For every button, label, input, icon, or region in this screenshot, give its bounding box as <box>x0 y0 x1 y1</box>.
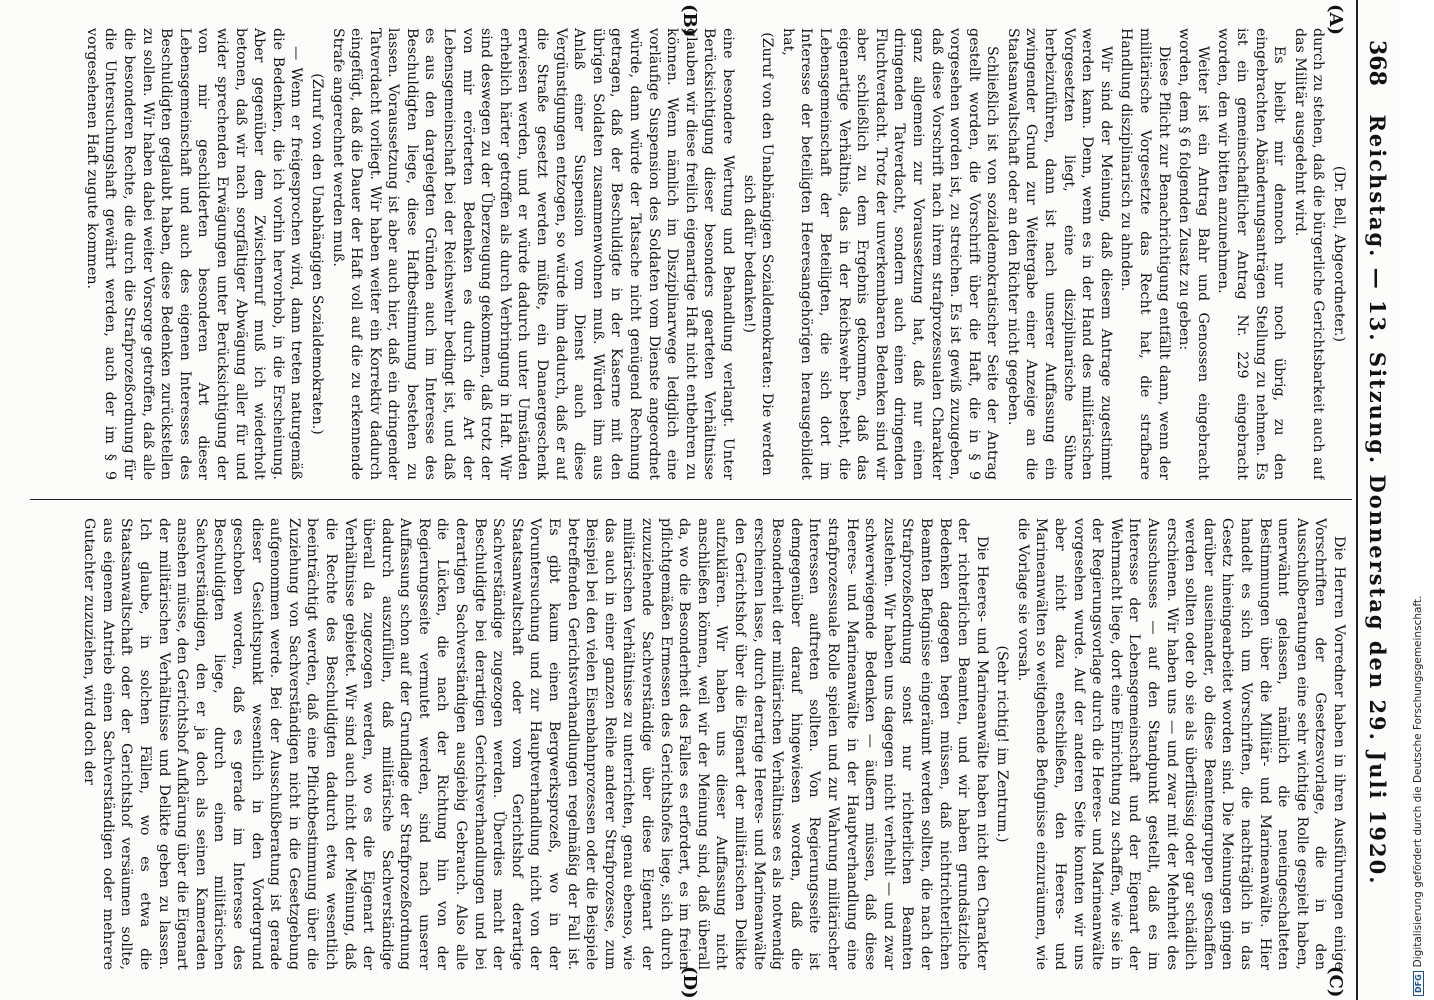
margin-mark-b: (B) <box>679 4 700 37</box>
dfg-logo-icon: DFG <box>1413 971 1424 996</box>
speaker-note: (Dr. Bell, Abgeordneter.) <box>1331 165 1347 343</box>
paragraph: durch zu stehen, daß die bürgerliche Gerichtsbarkeit auch auf das Militär ausgedehnt wird. <box>1291 28 1327 480</box>
paragraph: Wir sind der Meinung, daß diesem Antrage zugestimmt werden kann. Denn, wenn es in der Hand des militärischen Vorgesetzten liegt, eine disziplinarische Sühne herbeizuführen, dann ist nach unserer Auffassung ein zwingender Grund zur Weitergabe einer Anzeige an die Staatsanwaltschaft oder an den Richter nicht gegeben. <box>1004 28 1114 480</box>
column-divider <box>30 499 1352 500</box>
paragraph: Es bleibt mir dennoch nur noch übrig, zu den eingebrachten Abänderungsanträgen Stellung zu nehmen. Es ist ein gemeinschaftlicher Antrag Nr. 229 eingebracht worden, den wir bitten anzunehmen. <box>1215 28 1288 480</box>
margin-mark-d: (D) <box>679 966 700 999</box>
digitization-credit <box>1412 0 1424 996</box>
paragraph: — Wenn er freigesprochen wird, dann treten naturgemäß die Bedenken, die ich vorhin hervorhob, in die Erscheinung. Aber gegenüber dem Zwischenruf muß ich wiederholt betonen, daß wir nach sorgfältiger Abwägung aller für und wider sprechenden Erwägungen unter Berücksichtigung der von mir geschilderten besonderen Art dieser Lebensgemeinschaft und auch des eigenen Interesses des Beschuldigten geglaubt haben, diese Bedenken zurückstellen zu sollen. Wir haben dabei weiter Vorsorge getroffen, daß alle die besonderen Rechte, die durch die Strafprozeßordnung für die Untersuchungshaft gewährt werden, auch der im § 9 vorgesehenen Haft zugute kommen. <box>83 28 305 480</box>
credit-text: Digitalisierung gefördert durch die Deutsche Forschungsgemeinschaft. <box>1412 595 1424 968</box>
paragraph: Die Herren Vorredner haben in ihren Ausführungen einige Vorschriften der Gesetzesvorlage, die in den Ausschußberatungen eine sehr wichtige Rolle gespielt haben, unerwähnt gelassen, nämlich die neueingeschalteten Bestimmungen über die Militär- und Marineanwälte. Hier handelt es sich um Vorschriften, die nachträglich in das Gesetz hineingearbeitet worden sind. Die Meinungen gingen darüber auseinander, ob diese Beamtengruppen geschaffen werden sollten oder ob sie als überflüssig oder gar schädlich erschienen. Wir haben uns — und zwar mit der Mehrheit des Ausschusses — auf den Standpunkt gestellt, daß es im Interesse der Lebensgemeinschaft und der Eigenart der Wehrmacht liege, dort eine Einrichtung zu schaffen, wie sie in der Regierungsvorlage durch die Heeres- und Marineanwälte vorgesehen wurde. Auf der anderen Seite konnten wir uns aber nicht dazu entschließen, den Heeres- und Marineanwälten so weitgehende Befugnisse einzuräumen, wie die Vorlage sie vorsah. <box>1014 518 1347 970</box>
paragraph: Weiter ist ein Antrag Bahr und Genossen eingebracht worden, dem § 6 folgenden Zusatz zu geben: <box>1176 28 1211 480</box>
page-number: 368 <box>1364 40 1390 86</box>
quoted-amendment: Diese Pflicht zur Benachrichtigung entfällt dann, wenn der militärische Vorgesetzte das Recht hat, die strafbare Handlung disziplinarisch zu ahnden. <box>1118 28 1172 480</box>
running-title: Reichstag. — 13. Sitzung. Donnerstag den 29. Juli 1920. <box>1365 114 1390 886</box>
page-header <box>1356 0 1392 1000</box>
margin-mark-a: (A) <box>1325 4 1346 35</box>
margin-mark-c: (C) <box>1325 966 1346 998</box>
interjection: (Zuruf von den Unabhängigen Sozialdemokraten.) <box>308 73 325 435</box>
paragraph: Die Heeres- und Marineanwälte haben nicht den Charakter der richterlichen Beamten, und wir haben grundsätzliche Bedenken dagegen hegen müssen, daß nichtrichterlichen Beamten Befugnisse eingeräumt werden sollten, die nach der Strafprozeßordnung sonst nur richterlichen Beamten zustehen. Wir haben uns dagegen nicht verhehlt — und zwar schwerwiegende Bedenken — äußern müssen, daß diese Heeres- und Marineanwälte in der Hauptverhandlung eine strafprozessuale Rolle spielen und zur Wahrung militärischer Interessen auftreten sollten. Von Regierungsseite ist demgegenüber darauf hingewiesen worden, daß die Besonderheit der militärischen Verhältnisse es als notwendig erscheinen lasse, durch derartige Heeres- und Marineanwälte den Gerichtshof über die Eigenart der militärischen Delikte aufzuklären. Wir haben uns dieser Auffassung nicht anschließen können, weil wir der Meinung sind, daß überall da, wo die Besonderheit des Falles es erfordert, es im freien pflichtgemäßen Ermessen des Gerichtshofes liege, sich durch zuzuziehende Sachverständige über diese Eigenart der militärischen Verhältnisse zu unterrichten, genau ebenso, wie das auch in einer ganzen Reihe anderer Strafprozesse, zum Beispiel bei den vielen Eisenbahnprozessen oder die Beispiele betreffenden Gerichtsverhandlungen regelmäßig der Fall ist. Es gibt kaum einen Bergwerksprozeß, wo in der Voruntersuchung und zur Hauptverhandlung nicht von der Staatsanwaltschaft oder vom Gerichtshof derartige Sachverständige zugezogen werden. Überdies macht der Beschuldigte bei derartigen Gerichtsverhandlungen und bei derartigen Sachverständigen ausgiebig Gebrauch. Also alle die Lücken, die nach der Richtung hin von der Regierungsseite vermutet werden, sind nach unserer Auffassung schon auf der Grundlage der Strafprozeßordnung dadurch auszufüllen, daß militärische Sachverständige überall da zugezogen werden, wo es die Eigenart der Verhältnisse gebietet. Wir sind auch nicht der Meinung, daß die Rechte des Beschuldigten dadurch etwa wesentlich beeinträchtigt werden, daß eine Pflichtbestimmung über die Zuziehung von Sachverständigen nicht in die Gesetzgebung aufgenommen werde. Bei der Ausschußberatung ist gerade dieser Gesichtspunkt wesentlich in den Vordergrund geschoben worden, daß es gerade im Interesse des Beschuldigten liege, durch einen militärischen Sachverständigen, den er ja doch als seinen Kameraden ansehen müsse, den Gerichtshof Aufklärung über die Eigenart der militärischen Verhältnisse und Delikte geben zu lassen. Ich glaube, in solchen Fällen, wo es etwa die Staatsanwaltschaft oder der Gerichtshof versäumen sollte, aus eigenem Antrieb einen Sachverständigen oder mehrere Gutachter zuzuziehen, wird doch der <box>81 518 990 970</box>
interjection: (Zuruf von den Unabhängigen Sozialdemokraten: Die werden sich dafür bedanken!) <box>740 32 776 476</box>
interjection: (Sehr richtig! im Zentrum.) <box>994 645 1011 843</box>
right-column <box>38 518 1348 970</box>
paragraph: eine besondere Wertung und Behandlung verlangt. Unter Berücksichtigung dieser besonders gearteten Verhältnisse glauben wir diese freilich eigenartige Haft nicht entbehren zu können. Wenn nämlich im Disziplinarwege lediglich eine vorläufige Suspension des Soldaten vom Dienste angeordnet würde, dann würde der Tatsache nicht genügend Rechnung getragen, daß der Beschuldigte in der Kaserne mit den übrigen Soldaten zusammenwohnen muß. Würden ihm aus Anlaß einer Suspension vom Dienst auch diese Vergünstigungen entzogen, so würde ihm dadurch, daß er auf die Straße gesetzt werden müßte, ein Danaergeschenk erwiesen werden, und er würde dadurch unter Umständen erheblich härter getroffen als durch Verbringung in Haft. Wir sind deswegen zu der Überzeugung gekommen, daß trotz der von mir erörterten Bedenken es durch die Art der Lebensgemeinschaft bei der Reichswehr bedingt ist, und daß es aus den dargelegten Gründen auch im Interesse des Beschuldigten liege, diese Haftbestimmung bestehen zu lassen. Voraussetzung ist aber auch hier, daß ein dringender Tatverdacht vorliegt. Wir haben weiter ein Korrektiv dadurch eingefügt, daß die Dauer der Haft voll auf die zu erkennende Strafe angerechnet werden muß. <box>329 28 736 480</box>
paragraph: Schließlich ist von sozialdemokratischer Seite der Antrag gestellt worden, die Vorschrift über die Haft, die in § 9 vorgesehen worden ist, zu streichen. Es ist gewiß zuzugeben, daß diese Vorschrift nach ihrem strafprozessualen Charakter ganz allgemein zur Voraussetzung hat, daß nur einen dringenden Tatverdacht, sondern auch einen dringenden Fluchtverdacht. Trotz der unverkennbaren Bedenken sind wir aber schließlich zu dem Ergebnis gekommen, daß das eigenartige Verhältnis, das in der Reichswehr besteht, die Lebensgemeinschaft der Beteiligten, die sich dort im Interesse der beteiligten Heeresangehörigen herausgebildet hat, <box>779 28 1001 480</box>
left-column <box>38 28 1348 480</box>
